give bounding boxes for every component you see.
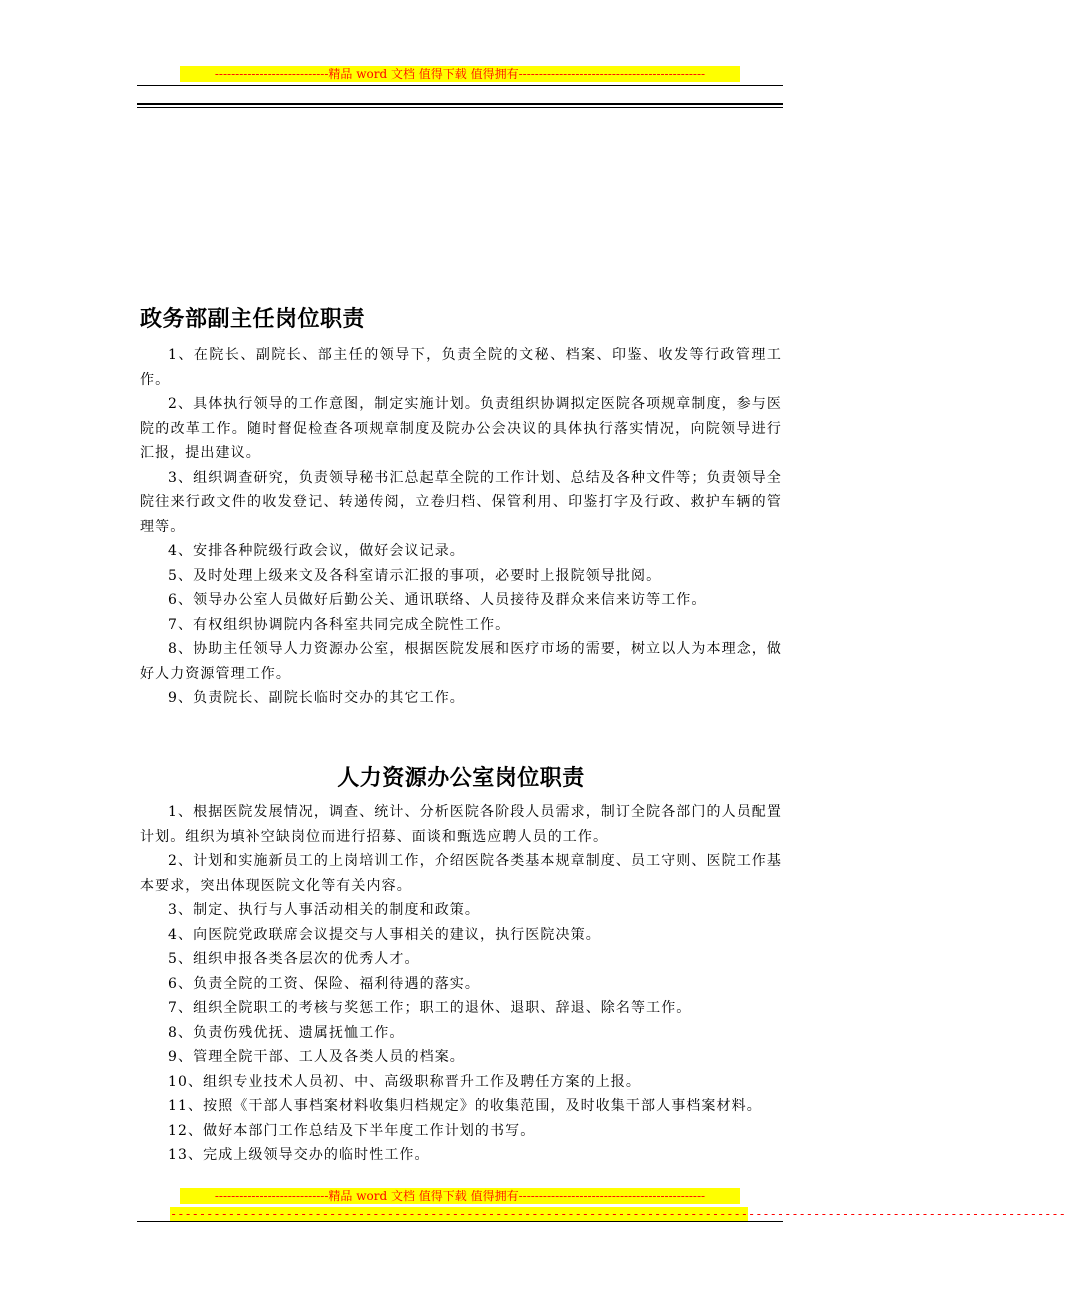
duty-item: 4、安排各种院级行政会议，做好会议记录。 [168, 543, 465, 559]
duty-item: 10、组织专业技术人员初、中、高级职称晋升工作及聘任方案的上报。 [168, 1073, 642, 1090]
duty-item: 3、制定、执行与人事活动相关的制度和政策。 [168, 902, 481, 918]
section-deputy-director-duties [140, 305, 782, 711]
duty-item: 5、组织申报各类各层次的优秀人才。 [168, 951, 420, 967]
duty-item: 8、协助主任领导人力资源办公室，根据医院发展和医疗市场的需要，树立以人为本理念，做好人力资源管理工作。 [140, 641, 783, 682]
header-rule-thin-lower [137, 107, 783, 108]
header-banner: ----------------------------精品 word 文档 值得下载 值得拥有---------------------------------------------- [180, 66, 740, 82]
duty-item: 13、完成上级领导交办的临时性工作。 [168, 1147, 430, 1163]
duty-item: 8、负责伤残优抚、遗属抚恤工作。 [168, 1024, 405, 1041]
footer-rule [137, 1221, 783, 1222]
duty-item: 6、领导办公室人员做好后勤公关、通讯联络、人员接待及群众来信来访等工作。 [168, 592, 707, 608]
duty-list [140, 343, 782, 711]
duty-item: 5、及时处理上级来文及各科室请示汇报的事项，必要时上报院领导批阅。 [168, 567, 662, 584]
duty-item: 1、在院长、副院长、部主任的领导下，负责全院的文秘、档案、印鉴、收发等行政管理工作。 [140, 347, 782, 388]
header-rule-thin [137, 85, 783, 86]
duty-item: 9、负责院长、副院长临时交办的其它工作。 [168, 690, 465, 706]
duty-item: 11、按照《干部人事档案材料收集归档规定》的收集范围，及时收集干部人事档案材料。 [168, 1098, 762, 1114]
duty-item: 7、有权组织协调院内各科室共同完成全院性工作。 [168, 616, 511, 633]
duty-item: 4、向医院党政联席会议提交与人事相关的建议，执行医院决策。 [168, 926, 601, 943]
footer-dash-line: ---------------------------------------------------------------------------------------------------------------------------- [170, 1207, 1066, 1221]
duty-item: 2、计划和实施新员工的上岗培训工作，介绍医院各类基本规章制度、员工守则、医院工作基本要求，突出体现医院文化等有关内容。 [140, 853, 783, 894]
duty-item: 12、做好本部门工作总结及下半年度工作计划的书写。 [168, 1122, 536, 1139]
header-rule-thick [137, 103, 783, 105]
section-title: 人力资源办公室岗位职责 [337, 766, 585, 791]
footer-banner: ----------------------------精品 word 文档 值得下载 值得拥有---------------------------------------------- [180, 1188, 740, 1204]
section-hr-office-duties [140, 764, 782, 1168]
duty-list [140, 800, 782, 1168]
duty-item: 9、管理全院干部、工人及各类人员的档案。 [168, 1049, 465, 1065]
section-title: 政务部副主任岗位职责 [140, 307, 366, 332]
duty-item: 6、负责全院的工资、保险、福利待遇的落实。 [168, 975, 481, 992]
duty-item: 1、根据医院发展情况，调查、统计、分析医院各阶段人员需求，制订全院各部门的人员配置计划。组织为填补空缺岗位而进行招募、面谈和甄选应聘人员的工作。 [140, 804, 783, 845]
duty-item: 2、具体执行领导的工作意图，制定实施计划。负责组织协调拟定医院各项规章制度，参与医院的改革工作。随时督促检查各项规章制度及院办公会决议的具体执行落实情况，向院领导进行汇报，提出建议。 [140, 396, 783, 461]
duty-item: 7、组织全院职工的考核与奖惩工作；职工的退休、退职、辞退、除名等工作。 [168, 1000, 692, 1016]
duty-item: 3、组织调查研究，负责领导秘书汇总起草全院的工作计划、总结及各种文件等；负责领导全院往来行政文件的收发登记、转递传阅，立卷归档、保管利用、印鉴打字及行政、救护车辆的管理等。 [140, 469, 783, 535]
